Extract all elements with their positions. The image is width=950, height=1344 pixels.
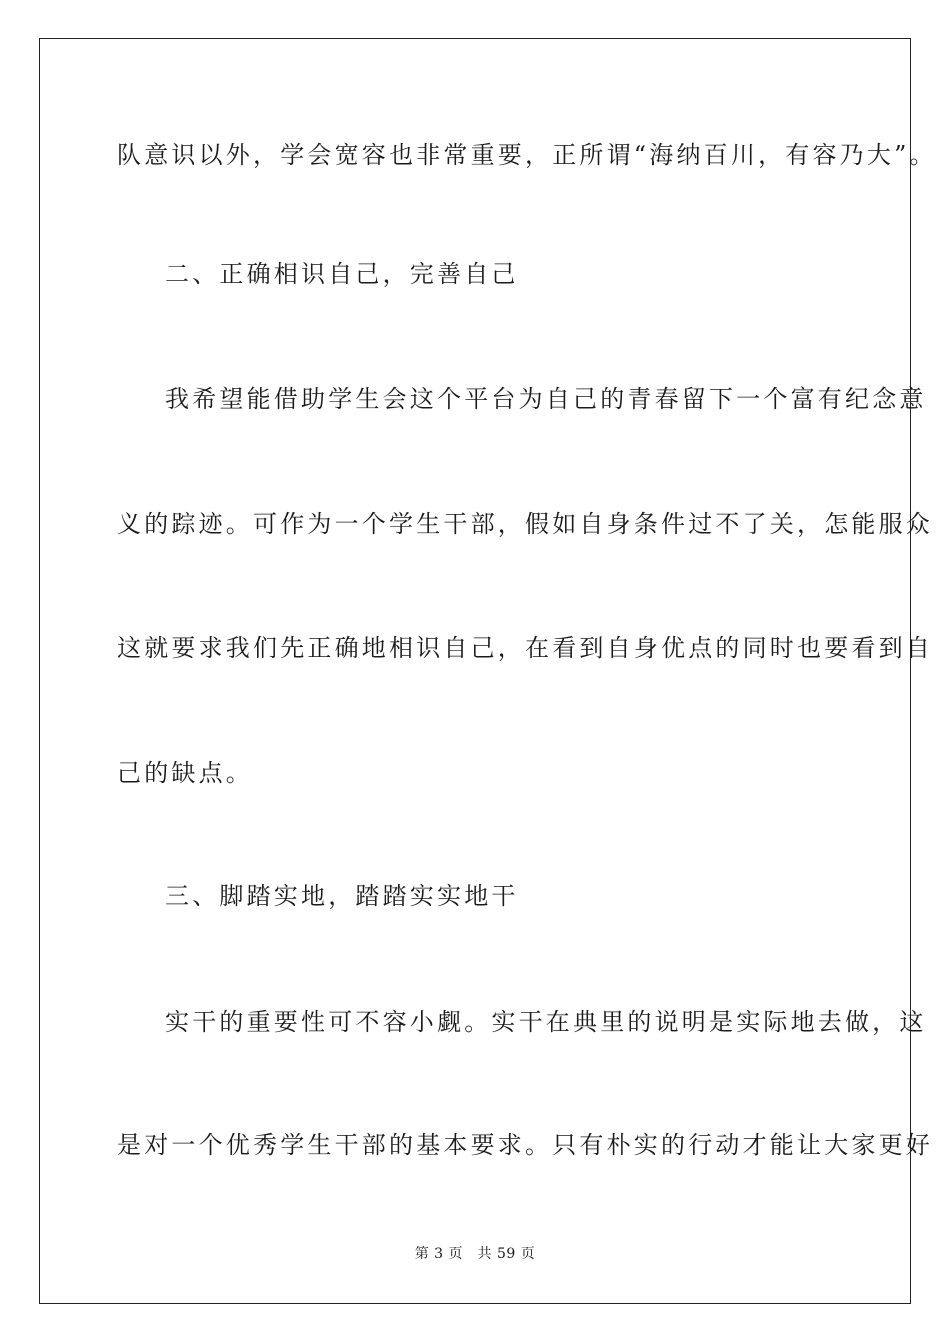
section-heading: 二、正确相识自己，完善自己 [165,260,519,288]
paragraph-line: 这就要求我们先正确地相识自己，在看到自身优点的同时也要看到自 [117,634,933,662]
page-number-footer: 第 3 页 共 59 页 [414,1246,536,1262]
paragraph-line: 义的踪迹。可作为一个学生干部，假如自身条件过不了关，怎能服众 [117,510,933,538]
paragraph-line: 我希望能借助学生会这个平台为自己的青春留下一个富有纪念意 [165,385,927,413]
page-border [39,38,911,1304]
paragraph-line: 己的缺点。 [117,759,253,787]
paragraph-line: 队意识以外，学会宽容也非常重要，正所谓“海纳百川，有容乃大”。 [117,141,937,169]
section-heading: 三、脚踏实地，踏踏实实地干 [165,882,519,910]
paragraph-line: 是对一个优秀学生干部的基本要求。只有朴实的行动才能让大家更好 [117,1131,933,1159]
paragraph-line: 实干的重要性可不容小觑。实干在典里的说明是实际地去做，这 [165,1008,927,1036]
